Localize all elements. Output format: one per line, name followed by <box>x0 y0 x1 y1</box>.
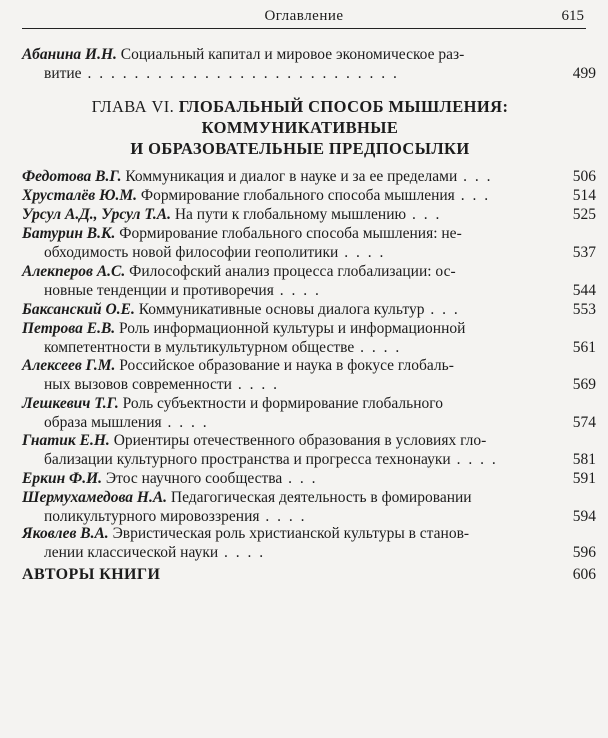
entry-author: Баксанский О.Е. <box>22 301 135 318</box>
entry-author: Батурин В.К. <box>22 225 116 242</box>
entry-page: 596 <box>572 543 596 561</box>
entry-title-line2: бализации культурного пространства и прогресса технонауки <box>44 450 451 468</box>
chapter-title-line1: ГЛОБАЛЬНЫЙ СПОСОБ МЫШЛЕНИЯ: <box>178 97 509 116</box>
entry-title-line2: поликультурного мировоззрения <box>44 507 260 525</box>
entry-title-line2: обходимость новой философии геополитики <box>44 243 339 261</box>
entry-title-line1: Социальный капитал и мировое экономическое раз- <box>120 46 465 63</box>
toc-entry: Абанина И.Н. Социальный капитал и мировое экономическое раз- витие . . . . . . . . . . . . . . . . . . . . . . . . . . . 499 <box>22 46 596 82</box>
entry-page: 506 <box>572 168 596 185</box>
entry-title-line1: Коммуникация и диалог в науке и за ее пределами <box>125 168 458 185</box>
entry-page: 525 <box>572 206 596 223</box>
entry-page: 569 <box>572 375 596 393</box>
entry-title-line1: Эвристическая роль христианской культуры в станов- <box>112 525 470 542</box>
toc-entry: Лешкевич Т.Г. Роль субъектности и формирование глобального образа мышления . . . . 574 <box>22 395 596 431</box>
entry-page: 594 <box>572 507 596 525</box>
entry-author: Алексеев Г.М. <box>22 357 116 374</box>
toc-entry: Баксанский О.Е. Коммуникативные основы диалога культур . . . 553 <box>22 301 596 318</box>
entry-author: Алекперов А.С. <box>22 263 126 280</box>
toc-entry: Хрусталёв Ю.М. Формирование глобального способа мышления . . . 514 <box>22 187 596 204</box>
entry-title-line1: Этос научного сообщества <box>105 470 283 487</box>
toc-entry: Батурин В.К. Формирование глобального способа мышления: не- обходимость новой философии геополитики . . . . 537 <box>22 225 596 261</box>
entry-author: Лешкевич Т.Г. <box>22 395 119 412</box>
entry-author: Урсул А.Д., Урсул Т.А. <box>22 206 171 223</box>
toc-entry: Алексеев Г.М. Российское образование и наука в фокусе глобаль- ных вызовов современности . . . . 569 <box>22 357 596 393</box>
toc-entry: Петрова Е.В. Роль информационной культуры и информационной компетентности в мультикультурном обществе . . . . 561 <box>22 320 596 356</box>
entry-page: 544 <box>572 281 596 299</box>
entry-title-line2: лении классической науки <box>44 543 219 561</box>
entry-title-line2: образа мышления <box>44 413 162 431</box>
chapter-heading <box>22 96 578 159</box>
page-header <box>22 6 586 29</box>
entry-author: Еркин Ф.И. <box>22 470 103 487</box>
chapter-title-line3: И ОБРАЗОВАТЕЛЬНЫЕ ПРЕДПОСЫЛКИ <box>130 139 470 158</box>
authors-section-label: АВТОРЫ КНИГИ <box>22 566 161 583</box>
entry-author: Яковлев В.А. <box>22 525 109 542</box>
toc-entry: Федотова В.Г. Коммуникация и диалог в науке и за ее пределами . . . 506 <box>22 168 596 185</box>
entry-title-line1: Роль информационной культуры и информационной <box>119 320 466 337</box>
header-page-number: 615 <box>561 8 584 24</box>
entry-author: Хрусталёв Ю.М. <box>22 187 137 204</box>
entry-title-line1: Российское образование и наука в фокусе глобаль- <box>119 357 454 374</box>
entry-page: 499 <box>572 64 596 82</box>
toc-entry: Яковлев В.А. Эвристическая роль христианской культуры в станов- лении классической науки . . . . 596 <box>22 525 596 561</box>
entry-title-line1: Формирование глобального способа мышления <box>140 187 455 204</box>
entry-page: 537 <box>572 243 596 261</box>
entry-page: 574 <box>572 413 596 431</box>
entry-title-line1: Формирование глобального способа мышления: не- <box>119 225 462 242</box>
chapter-title-line2: КОММУНИКАТИВНЫЕ <box>201 118 399 137</box>
entry-author: Федотова В.Г. <box>22 168 122 185</box>
toc-entry: Шермухамедова Н.А. Педагогическая деятельность в фомировании поликультурного мировоззрения . . . . 594 <box>22 489 596 525</box>
entry-title-line1: Ориентиры отечественного образования в условиях гло- <box>113 432 487 449</box>
entry-title-line2: ных вызовов современности <box>44 375 232 393</box>
chapter-prefix: ГЛАВА VI. <box>91 97 175 116</box>
entry-title-line2: витие <box>44 64 82 82</box>
entry-title-line1: Философский анализ процесса глобализации: ос- <box>129 263 456 280</box>
entry-title-line1: На пути к глобальному мышлению <box>174 206 407 223</box>
toc-entry: Урсул А.Д., Урсул Т.А. На пути к глобальному мышлению . . . 525 <box>22 206 596 223</box>
entry-author: Гнатик Е.Н. <box>22 432 110 449</box>
entry-title-line2: новные тенденции и противоречия <box>44 281 274 299</box>
entry-title-line1: Коммуникативные основы диалога культур <box>138 301 425 318</box>
toc-entry: Еркин Ф.И. Этос научного сообщества . . . 591 <box>22 470 596 487</box>
toc-entry: Гнатик Е.Н. Ориентиры отечественного образования в условиях гло- бализации культурного пространства и прогресса технонауки . . . . 581 <box>22 432 596 468</box>
toc-entry: Алекперов А.С. Философский анализ процесса глобализации: ос- новные тенденции и противоречия . . . . 544 <box>22 263 596 299</box>
entry-page: 514 <box>572 187 596 204</box>
entry-page: 591 <box>572 470 596 487</box>
entry-title-line1: Роль субъектности и формирование глобального <box>122 395 443 412</box>
entry-author: Шермухамедова Н.А. <box>22 489 168 506</box>
header-title: Оглавление <box>264 8 344 24</box>
entry-page: 553 <box>572 301 596 318</box>
entry-title-line2: компетентности в мультикультурном обществе <box>44 338 355 356</box>
authors-section-page: 606 <box>572 566 596 583</box>
entry-author: Абанина И.Н. <box>22 46 117 63</box>
entry-title-line1: Педагогическая деятельность в фомировании <box>170 489 472 506</box>
entry-page: 581 <box>572 450 596 468</box>
entry-page: 561 <box>572 338 596 356</box>
entry-author: Петрова Е.В. <box>22 320 116 337</box>
